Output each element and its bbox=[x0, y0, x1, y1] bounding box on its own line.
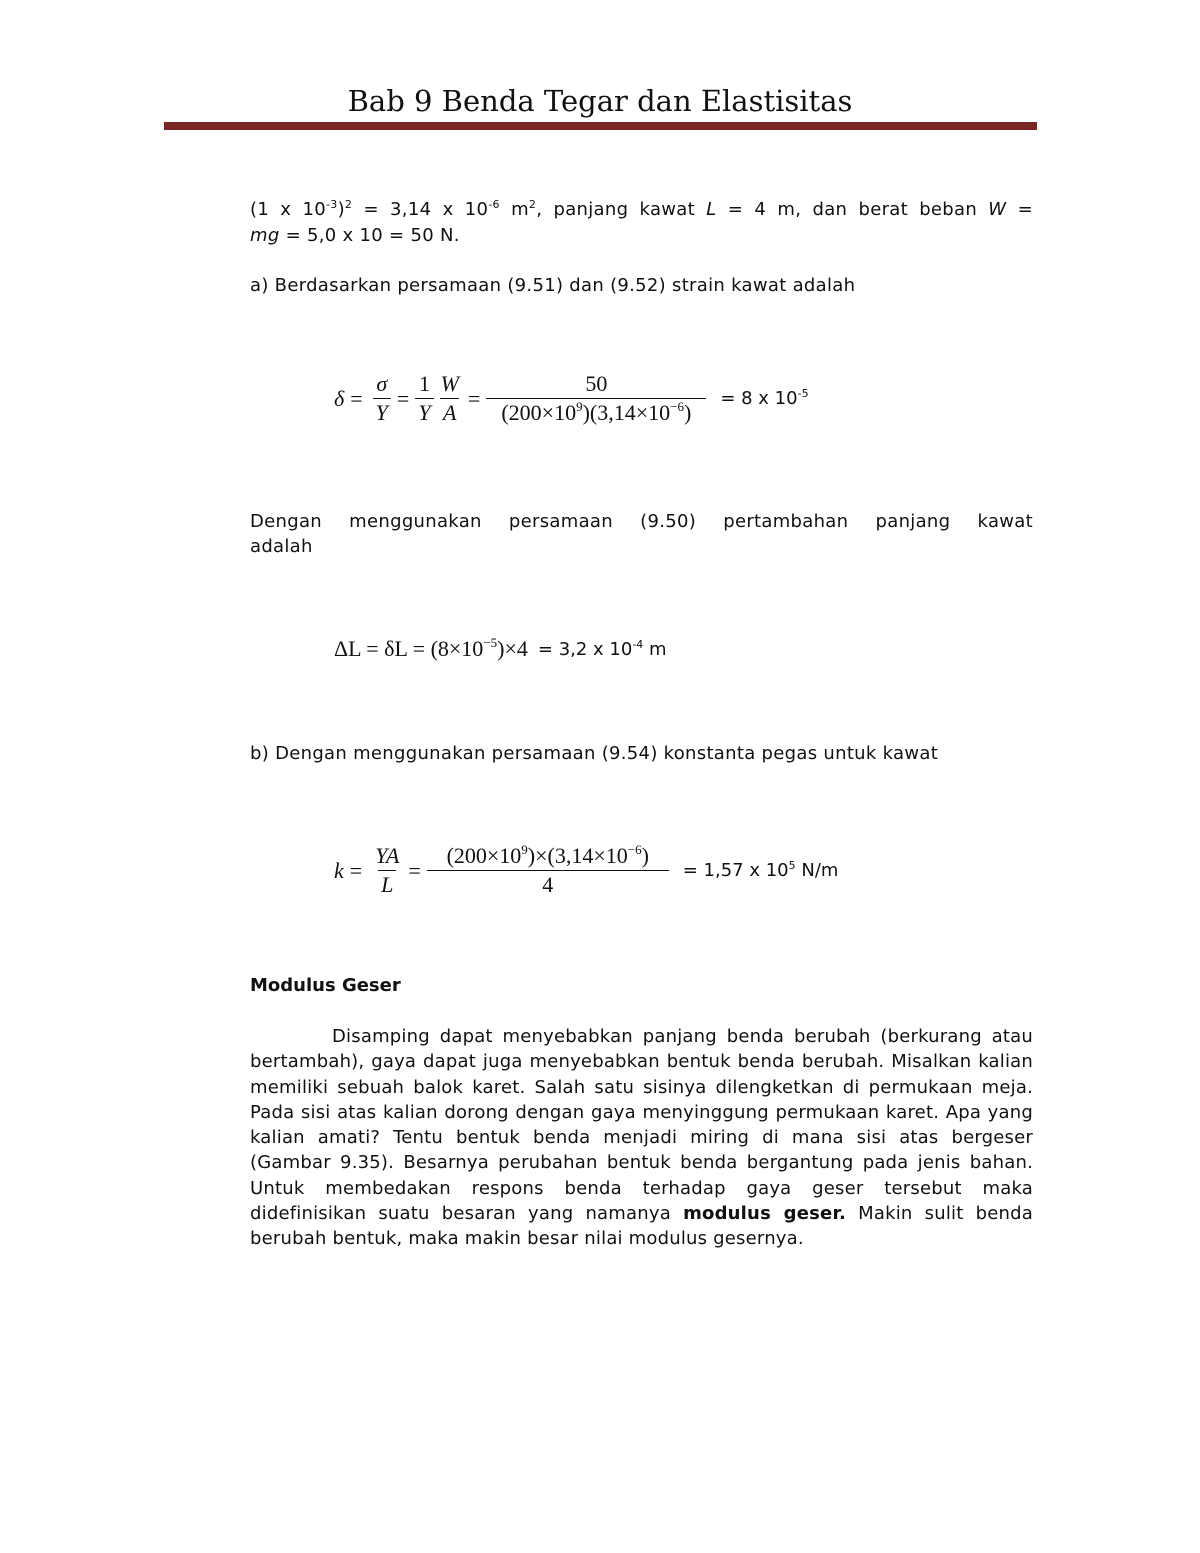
intro-line-1 bbox=[250, 197, 1033, 222]
fraction-one-over-y bbox=[415, 372, 433, 425]
superscript: −6 bbox=[627, 842, 642, 857]
spring-constant-equation bbox=[334, 844, 838, 897]
lhs-text: ΔL = δL = (8×10 bbox=[334, 636, 484, 661]
paragraph-text: Disamping dapat menyebabkan panjang benda berubah (berkurang atau bertambah), gaya dapat juga menyebabkan bentuk benda berubah. Misalkan kalian memiliki sebuah balok karet. Salah satu sisinya dilengketkan di permukaan meja. Pada sisi atas kalian dorong dengan gaya menyinggung permukaan karet. Apa yang kalian amati? Tentu bentuk benda menjadi miring di mana sisi atas bergeser (Gambar 9.35). Besarnya perubahan bentuk benda bergantung pada jenis bahan. Untuk membedakan respons benda terhadap gaya geser tersebut maka didefinisikan suatu besaran yang namanya bbox=[250, 1026, 1033, 1225]
ya-symbol: YA bbox=[375, 843, 400, 868]
fraction-sigma-over-y bbox=[373, 372, 391, 425]
extension-lhs bbox=[334, 636, 528, 662]
intro-text: (1 x 10 bbox=[250, 199, 326, 220]
intro-text: = 4 m, dan berat beban bbox=[716, 199, 989, 220]
num-part: )×(3,14×10 bbox=[527, 843, 628, 868]
equals-sign: = bbox=[408, 857, 421, 883]
variable: mg bbox=[250, 225, 280, 246]
intro-text: m bbox=[499, 199, 529, 220]
y-symbol: Y bbox=[415, 398, 433, 425]
intro-text: , panjang kawat bbox=[536, 199, 707, 220]
variable: L bbox=[706, 199, 717, 220]
numerator bbox=[427, 844, 669, 870]
delta-symbol: δ bbox=[334, 385, 345, 411]
superscript: 9 bbox=[521, 842, 528, 857]
superscript: -4 bbox=[632, 637, 644, 651]
result-text: = 1,57 x 10 bbox=[682, 860, 789, 881]
spring-constant-result bbox=[683, 860, 839, 881]
intro-text: = bbox=[1006, 199, 1034, 220]
a-symbol: A bbox=[440, 398, 459, 425]
l-symbol: L bbox=[378, 870, 396, 897]
den-part: )(3,14×10 bbox=[582, 400, 671, 425]
y-symbol: Y bbox=[373, 398, 391, 425]
result-unit: m bbox=[643, 638, 667, 660]
superscript: −6 bbox=[670, 399, 684, 414]
strain-result bbox=[720, 388, 808, 409]
superscript: 9 bbox=[576, 399, 583, 414]
strain-equation bbox=[334, 372, 809, 425]
page-header-title: Bab 9 Benda Tegar dan Elastisitas bbox=[347, 84, 853, 118]
equals-sign: = bbox=[396, 385, 410, 411]
variable: W bbox=[988, 199, 1007, 220]
paragraph-text: Makin sulit benda berubah bentuk, maka makin besar nilai modulus gesernya. bbox=[250, 1203, 1033, 1250]
extension-text-line-1: Dengan menggunakan persamaan (9.50) pertambahan panjang kawat bbox=[250, 511, 1033, 532]
header-divider bbox=[164, 122, 1037, 130]
fraction-ya-over-l bbox=[372, 844, 402, 897]
den-part: ) bbox=[683, 400, 692, 425]
superscript: -3 bbox=[326, 198, 338, 211]
den-part: (200×10 bbox=[501, 400, 577, 425]
equals-sign: = bbox=[349, 857, 363, 883]
fraction-numeric bbox=[427, 844, 669, 897]
result-text: = 3,2 x 10 bbox=[537, 638, 633, 660]
extension-equation bbox=[334, 636, 667, 662]
intro-text: ) bbox=[337, 199, 345, 220]
intro-text: = 3,14 x 10 bbox=[352, 199, 489, 220]
superscript: -6 bbox=[488, 198, 500, 211]
superscript: 2 bbox=[344, 198, 353, 211]
superscript: 5 bbox=[788, 859, 796, 872]
fraction-w-over-a bbox=[438, 372, 462, 425]
result-text: = 8 x 10 bbox=[720, 388, 798, 409]
one: 1 bbox=[418, 371, 430, 396]
k-symbol: k bbox=[334, 857, 344, 883]
intro-line-2 bbox=[250, 223, 1033, 248]
num-part: ) bbox=[641, 843, 649, 868]
part-b-text: b) Dengan menggunakan persamaan (9.54) konstanta pegas untuk kawat bbox=[250, 743, 939, 764]
w-symbol: W bbox=[440, 371, 459, 396]
rhs-text: )×4 bbox=[497, 636, 528, 661]
denominator: 4 bbox=[427, 870, 669, 897]
equals-sign: = bbox=[467, 385, 481, 411]
paragraph-bold-term: modulus geser. bbox=[683, 1203, 847, 1225]
sigma-symbol: σ bbox=[376, 371, 388, 396]
intro-text: = 5,0 x 10 = 50 N. bbox=[279, 225, 460, 246]
num-part: (200×10 bbox=[446, 843, 522, 868]
section-paragraph bbox=[250, 1024, 1033, 1252]
denominator bbox=[486, 398, 706, 425]
superscript: -5 bbox=[797, 387, 809, 400]
extension-text-line-2: adalah bbox=[250, 536, 313, 557]
section-title: Modulus Geser bbox=[250, 975, 401, 996]
equals-sign: = bbox=[350, 385, 363, 411]
part-a-text: a) Berdasarkan persamaan (9.51) dan (9.52) strain kawat adalah bbox=[250, 275, 856, 296]
fraction-numeric bbox=[486, 372, 706, 425]
superscript: 2 bbox=[528, 198, 537, 211]
extension-result bbox=[538, 639, 667, 660]
superscript: −5 bbox=[483, 635, 498, 650]
numerator: 50 bbox=[585, 371, 608, 396]
result-unit: N/m bbox=[795, 860, 839, 881]
